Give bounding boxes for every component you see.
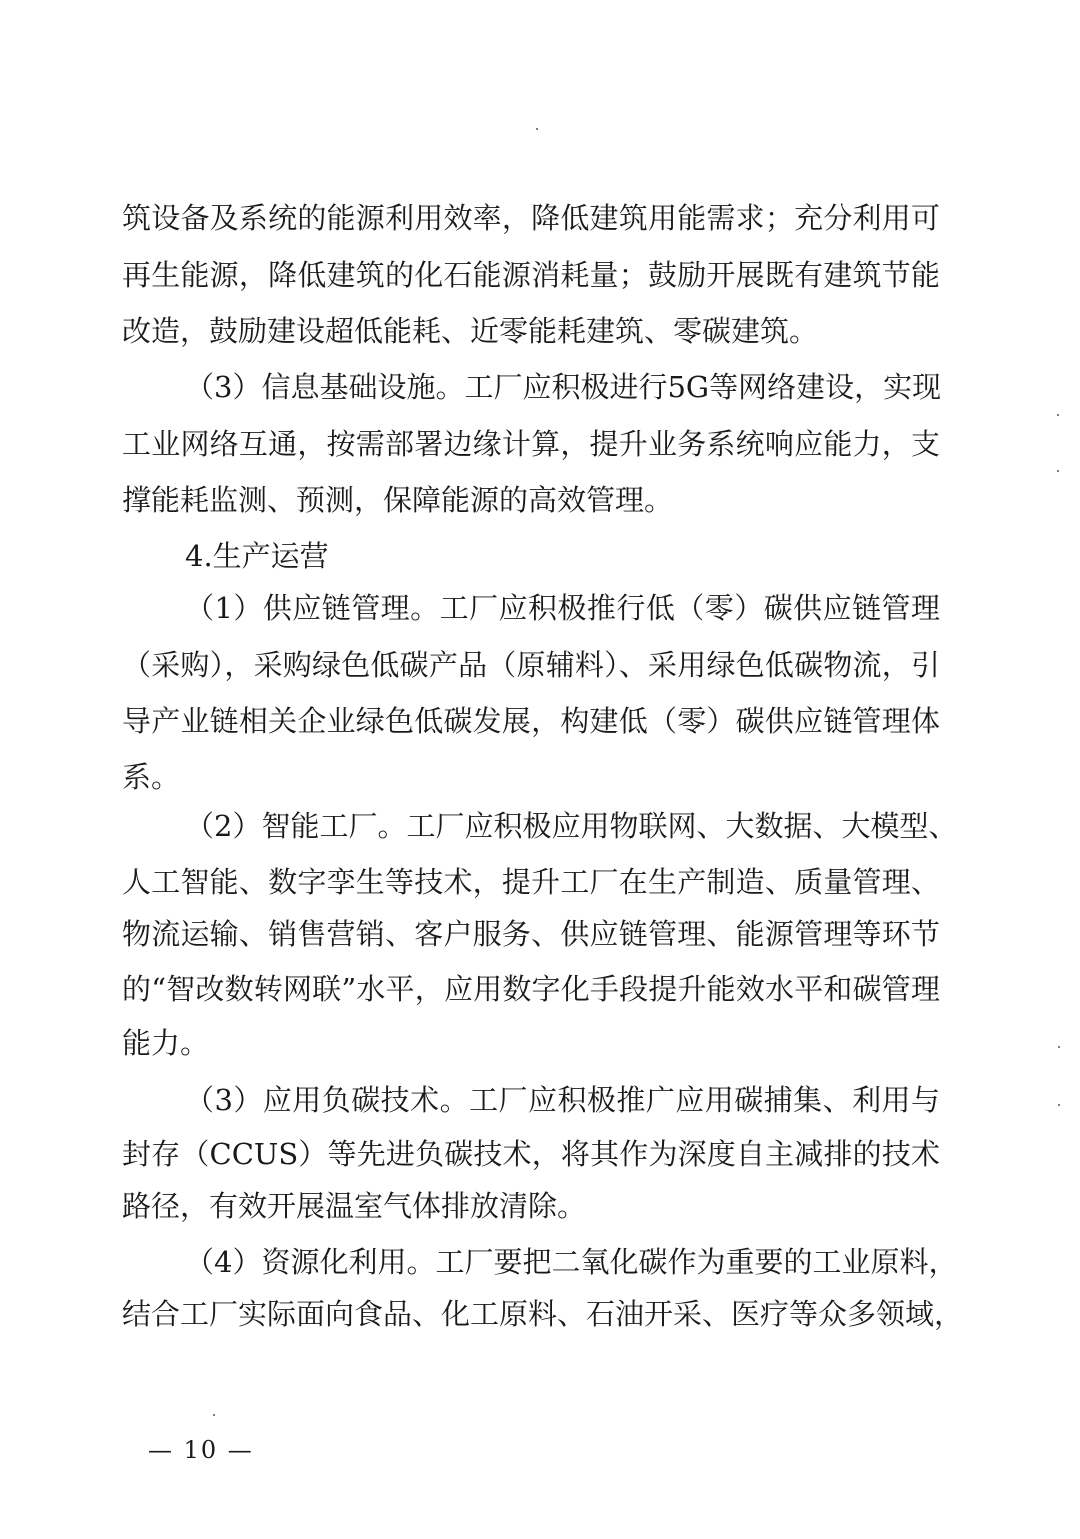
section-heading: 4.生产运营 (185, 539, 329, 573)
text-line-15: 的“智改数转网联”水平，应用数字化手段提升能效水平和碳管理 (122, 972, 940, 1006)
text-line-9: （采购），采购绿色低碳产品（原辅料）、采用绿色低碳物流，引 (122, 648, 940, 682)
text-line-4: （3）信息基础设施。工厂应积极进行5G等网络建设，实现 (185, 370, 942, 404)
text-line-10: 导产业链相关企业绿色低碳发展，构建低（零）碳供应链管理体 (122, 704, 940, 738)
text-line-2: 再生能源，降低建筑的化石能源消耗量；鼓励开展既有建筑节能 (122, 258, 940, 292)
scan-speck (213, 1414, 215, 1416)
page-number: — 10 — (148, 1436, 254, 1464)
scan-speck (1058, 1046, 1060, 1048)
text-line-11: 系。 (122, 760, 181, 794)
text-line-17: （3）应用负碳技术。工厂应积极推广应用碳捕集、利用与 (185, 1083, 940, 1117)
text-line-12: （2）智能工厂。工厂应积极应用物联网、大数据、大模型、 (185, 809, 958, 843)
scan-speck (1058, 1104, 1060, 1106)
text-line-13: 人工智能、数字孪生等技术，提升工厂在生产制造、质量管理、 (122, 865, 940, 899)
text-line-18: 封存（CCUS）等先进负碳技术，将其作为深度自主减排的技术 (122, 1137, 940, 1171)
text-line-20: （4）资源化利用。工厂要把二氧化碳作为重要的工业原料， (185, 1245, 958, 1279)
scan-speck (536, 128, 538, 130)
text-line-14: 物流运输、销售营销、客户服务、供应链管理、能源管理等环节 (122, 917, 940, 951)
text-line-19: 路径，有效开展温室气体排放清除。 (122, 1189, 587, 1223)
text-line-16: 能力。 (122, 1026, 210, 1060)
text-line-6: 撑能耗监测、预测，保障能源的高效管理。 (122, 483, 674, 517)
text-line-21: 结合工厂实际面向食品、化工原料、石油开采、医疗等众多领域， (122, 1297, 964, 1331)
scan-speck (1057, 470, 1059, 472)
text-line-8: （1）供应链管理。工厂应积极推行低（零）碳供应链管理 (185, 591, 940, 625)
text-line-5: 工业网络互通，按需部署边缘计算，提升业务系统响应能力，支 (122, 427, 940, 461)
text-line-3: 改造，鼓励建设超低能耗、近零能耗建筑、零碳建筑。 (122, 314, 819, 348)
scan-speck (1057, 414, 1059, 416)
text-line-1: 筑设备及系统的能源利用效率，降低建筑用能需求；充分利用可 (122, 201, 940, 235)
